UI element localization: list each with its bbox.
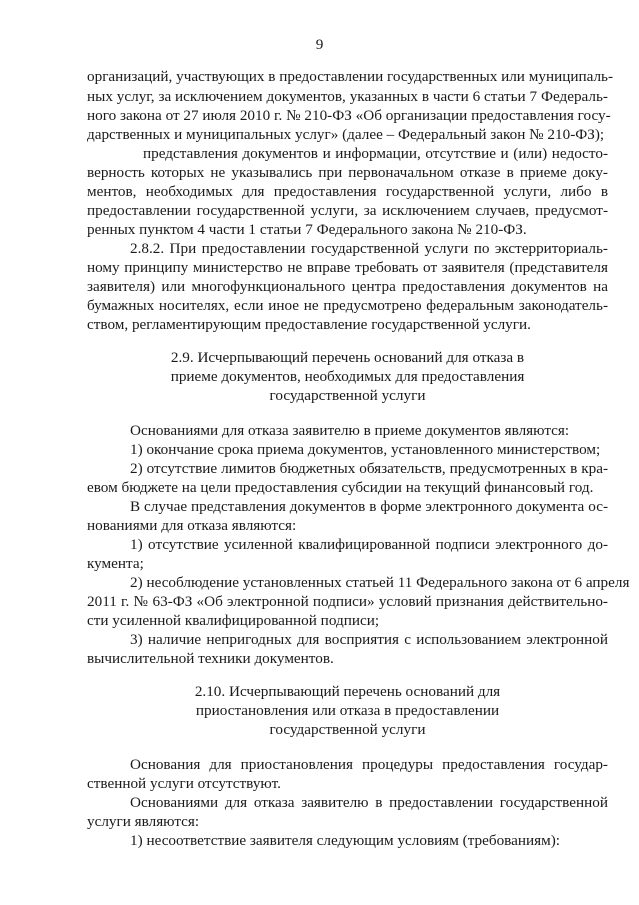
paragraph-line: ственной услуги отсутствуют. [87, 775, 281, 792]
paragraph-line: евом бюджете на цели предоставления субсидии на текущий финансовый год. [87, 479, 594, 496]
section-heading: 2.10. Исчерпывающий перечень оснований для [194, 683, 501, 700]
paragraph-line: услуги являются: [87, 813, 200, 830]
paragraph-line: заявителя) или многофункционального центра предоставления документов на [87, 278, 608, 295]
paragraph-line: дарственных и муниципальных услуг» (далее – Федеральный закон № 210-ФЗ); [87, 126, 605, 143]
paragraph-line: верность которых не указывались при первоначальном отказе в приеме доку- [87, 164, 608, 181]
list-item: 2) несоблюдение установленных статьей 11 Федерального закона от 6 апреля [130, 574, 630, 591]
list-item: 1) отсутствие усиленной квалифицированной подписи электронного до- [130, 536, 608, 553]
section-heading: приеме документов, необходимых для предоставления [170, 368, 525, 385]
list-item: 3) наличие непригодных для восприятия с использованием электронной [130, 631, 608, 648]
paragraph-line: ством, регламентирующим предоставление государственной услуги. [87, 316, 531, 333]
list-item: 1) окончание срока приема документов, установленного министерством; [130, 441, 601, 458]
paragraph-line: 2.8.2. При предоставлении государственной услуги по экстерриториаль- [130, 240, 608, 257]
paragraph-line: 2011 г. № 63-ФЗ «Об электронной подписи» условий признания действительно- [87, 593, 608, 610]
paragraph-line: Основания для приостановления процедуры предоставления государ- [130, 756, 608, 773]
paragraph-line: Основаниями для отказа заявителю в предоставлении государственной [130, 794, 608, 811]
paragraph-line: бумажных носителях, если иное не предусмотрено федеральным законодатель- [87, 297, 608, 314]
paragraph-line: представления документов и информации, отсутствие и (или) недосто- [143, 145, 608, 162]
paragraph-line: ментов, необходимых для предоставления государственной услуги, либо в [87, 183, 608, 200]
paragraph-line: Основаниями для отказа заявителю в приеме документов являются: [130, 422, 570, 439]
paragraph-line: В случае представления документов в форме электронного документа ос- [130, 498, 608, 515]
section-heading: государственной услуги [269, 721, 426, 738]
paragraph-line: вычислительной техники документов. [87, 650, 334, 667]
paragraph-line: нованиями для отказа являются: [87, 517, 297, 534]
paragraph-line: ного закона от 27 июля 2010 г. № 210-ФЗ «Об организации предоставления госу- [87, 107, 611, 124]
paragraph-line: ренных пунктом 4 части 1 статьи 7 Федерального закона № 210-ФЗ. [87, 221, 527, 238]
page-number: 9 [315, 36, 324, 53]
paragraph-line: кумента; [87, 555, 144, 572]
paragraph-line: организаций, участвующих в предоставлении государственных или муниципаль- [87, 68, 614, 85]
list-item: 2) отсутствие лимитов бюджетных обязательств, предусмотренных в кра- [130, 460, 608, 477]
section-heading: 2.9. Исчерпывающий перечень оснований для отказа в [170, 349, 525, 366]
section-heading: государственной услуги [269, 387, 426, 404]
section-heading: приостановления или отказа в предоставлении [195, 702, 500, 719]
paragraph-line: ному принципу министерство не вправе требовать от заявителя (представителя [87, 259, 608, 276]
paragraph-line: сти усиленной квалифицированной подписи; [87, 612, 380, 629]
paragraph-line: предоставлении государственной услуги, за исключением случаев, предусмот- [87, 202, 608, 219]
paragraph-line: ных услуг, за исключением документов, указанных в части 6 статьи 7 Федераль- [87, 88, 608, 105]
list-item: 1) несоответствие заявителя следующим условиям (требованиям): [130, 832, 561, 849]
